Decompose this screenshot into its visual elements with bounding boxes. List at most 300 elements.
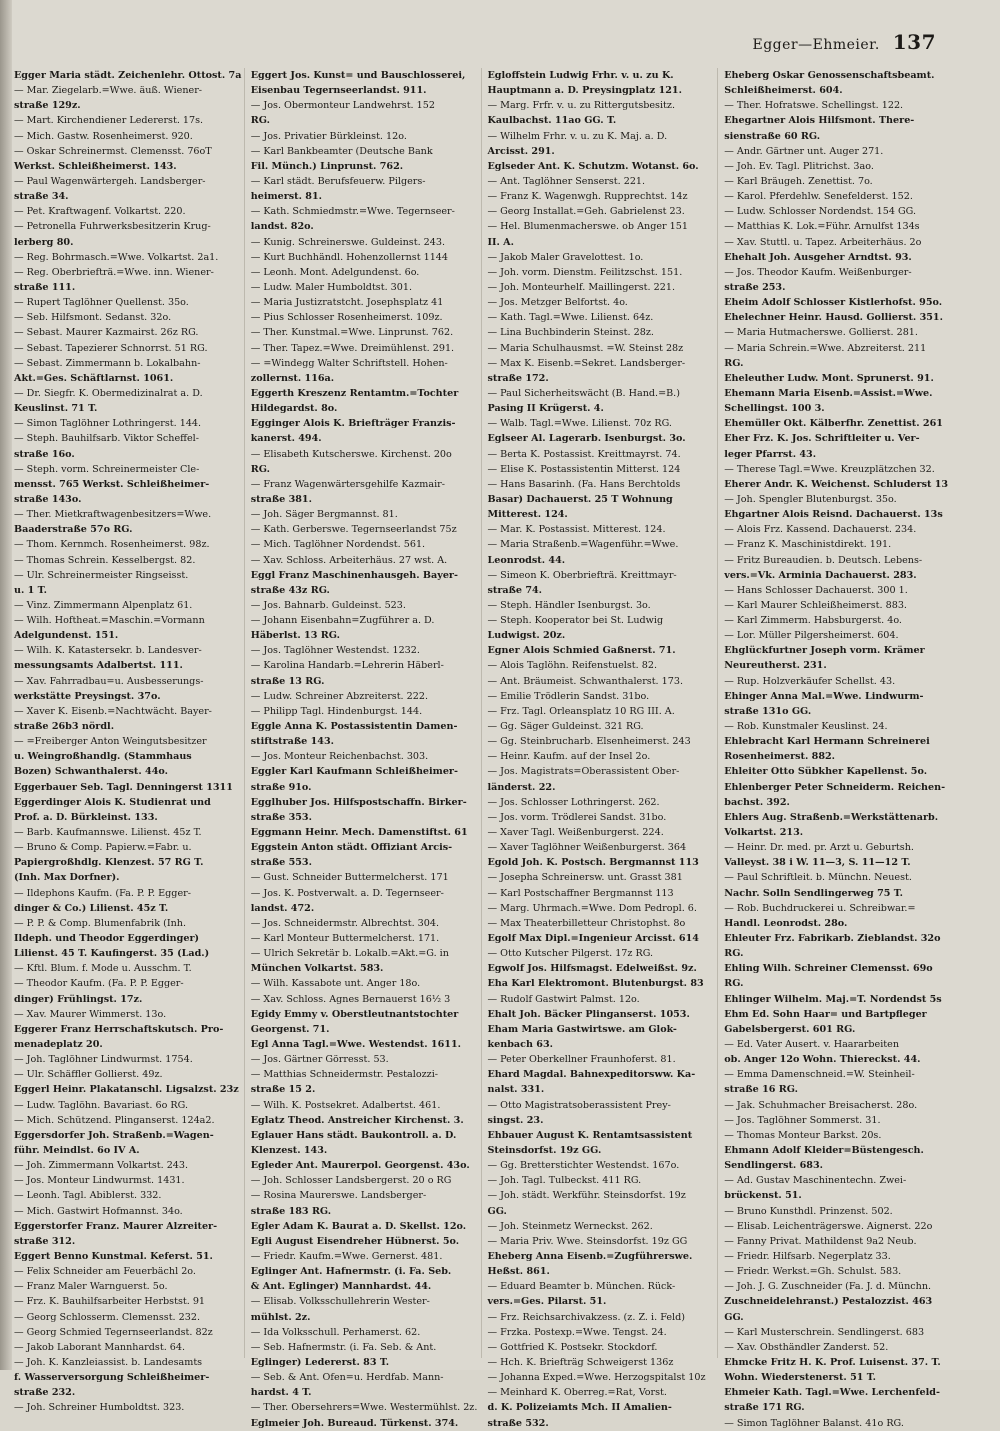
directory-entry-line: straße 312. [14,1235,76,1247]
column-3 [487,68,719,1429]
directory-entry-line: — Maria Justizratstcht. Josephsplatz 41 [250,297,444,309]
directory-entry-line: — Ther. Kunstmal.=Wwe. Linprunst. 762. [250,327,454,339]
directory-entry-line: straße 91o. [250,781,312,793]
directory-entry-line: Ehbauer August K. Rentamtsassistent [487,1129,693,1141]
directory-entry-line: — Joh. J. G. Zuschneider (Fa. J. d. Münchn. [724,1281,932,1293]
directory-entry-line: — Hans Schlosser Dachauerst. 300 1. [724,584,908,596]
directory-entry-line: mühlst. 2z. [250,1311,311,1323]
directory-entry-line: Egginger Alois K. Briefträger Franzis- [250,418,456,430]
directory-entry-line: — Otto Magistratsoberassistent Prey- [487,1099,671,1111]
directory-entry-line: — Simon Taglöhner Lothringerst. 144. [14,418,202,430]
directory-entry-line: GG. [724,1311,744,1323]
directory-entry-line: Egglhuber Jos. Hilfspostschaffn. Birker- [250,796,467,808]
directory-entry-line: — Ulr. Schreinermeister Ringseisst. [14,569,189,581]
directory-entry-line: Ehmann Adolf Kleider=Büstengesch. [724,1144,924,1156]
directory-entry-line: brückenst. 51. [724,1190,802,1202]
directory-entry-line: — Franz K. Wagenwgh. Rupprechtst. 14z [487,191,688,203]
directory-entry-line: Ehegartner Alois Hilfsmont. There- [724,115,915,127]
directory-entry-line: f. Wasserversorgung Schleißheimer- [14,1372,210,1384]
directory-entry-line: Keuslinst. 71 T. [14,403,98,415]
directory-entry-line: Eheberg Anna Eisenb.=Zugführerswe. [487,1250,693,1262]
directory-entry-line: — Ad. Gustav Maschinentechn. Zwei- [724,1175,907,1187]
directory-entry-line: — Jos. Metzger Belfortst. 4o. [487,297,628,309]
directory-entry-line: — Jak. Schuhmacher Breisacherst. 28o. [724,1099,918,1111]
directory-entry-line: — Hans Basarinh. (Fa. Hans Berchtolds [487,478,681,490]
directory-entry-line: — Elisab. Leichenträgerswe. Aignerst. 22o [724,1220,933,1232]
directory-entry-line: — Xav. Fahrradbau=u. Ausbesserungs- [14,675,204,687]
directory-entry-line: — Xav. Maurer Wimmerst. 13o. [14,1008,167,1020]
directory-entry-line: — Felix Schneider am Feuerbächl 2o. [14,1266,196,1278]
directory-entry-line: Handl. Leonrodst. 28o. [724,917,848,929]
directory-entry-line: — Elisab. Volksschullehrerin Wester- [250,1296,430,1308]
directory-entry-line: Baaderstraße 57o RG. [14,524,133,536]
directory-entry-line: Eggerstorfer Franz. Maurer Alzreiter- [14,1220,218,1232]
directory-entry-line: — Gg. Bretterstichter Westendst. 167o. [487,1160,680,1172]
directory-entry-line: werkstätte Preysingst. 37o. [14,690,161,702]
directory-entry-line: — Berta K. Postassist. Kreittmayrst. 74. [487,448,681,460]
directory-entry-line: Eherer Andr. K. Weichenst. Schluderst 13 [724,478,949,490]
directory-entry-line: straße 353. [250,811,312,823]
directory-entry-line: straße 26b3 nördl. [14,721,115,733]
directory-entry-line: RG. [250,463,270,475]
directory-entry-line: Fil. Münch.) Linprunst. 762. [250,160,404,172]
directory-entry-line: Ehglückfurtner Joseph vorm. Krämer [724,645,925,657]
directory-entry-line: — Joh. vorm. Dienstm. Feilitzschst. 151. [487,266,683,278]
column-2 [250,68,482,1429]
directory-entry-line: Hauptmann a. D. Preysingplatz 121. [487,85,682,97]
page-number: 137 [892,30,936,54]
directory-entry-line: zollernst. 116a. [250,372,335,384]
directory-entry-line: Wohn. Wiederstenerst. 51 T. [724,1372,877,1384]
directory-entry-line: — Emilie Trödlerin Sandst. 31bo. [487,690,650,702]
directory-entry-line: — Jos. Monteur Reichenbachst. 303. [250,751,429,763]
directory-entry-line: straße 381. [250,493,312,505]
directory-entry-line: — Sebast. Tapezierer Schnorrst. 51 RG. [14,342,208,354]
directory-entry-line: Sendlingerst. 683. [724,1160,823,1172]
directory-entry-line: — Alois Frz. Kassend. Dachauerst. 234. [724,524,917,536]
directory-entry-line: — Frz. K. Bauhilfsarbeiter Herbstst. 91 [14,1296,206,1308]
directory-entry-line: — Theodor Kaufm. (Fa. P. P. Egger- [14,978,184,990]
directory-entry-line: — =Windegg Walter Schriftstell. Hohen- [250,357,448,369]
directory-entry-line: Eggerl Heinr. Plakatanschl. Ligsalzst. 23z [14,1084,239,1096]
directory-entry-line: Georgenst. 71. [250,1023,330,1035]
directory-entry-line: Ehmeier Kath. Tagl.=Wwe. Lerchenfeld- [724,1387,940,1399]
directory-entry-line: Prof. a. D. Bürkleinst. 133. [14,811,158,823]
directory-entry-line: Eggerer Franz Herrschaftskutsch. Pro- [14,1023,224,1035]
directory-entry-line: — Bruno Kunsthdl. Prinzenst. 502. [724,1205,893,1217]
directory-entry-line: — Thomas Monteur Barkst. 20s. [724,1129,882,1141]
directory-entry-line: führ. Meindlst. 6o IV A. [14,1144,140,1156]
directory-entry-line: leger Pfarrst. 43. [724,448,817,460]
directory-entry-line: Ludwigst. 20z. [487,630,566,642]
directory-entry-line: Basar) Dachauerst. 25 T Wohnung [487,493,673,505]
directory-entry-line: straße 143o. [14,493,82,505]
directory-entry-line: — Rosina Maurerswe. Landsberger- [250,1190,427,1202]
directory-entry-line: — Simeon K. Oberbriefträ. Kreittmayr- [487,569,677,581]
directory-entry-line: Schellingst. 100 3. [724,403,825,415]
directory-entry-line: Ehalt Joh. Bäcker Plinganserst. 1053. [487,1008,690,1020]
directory-entry-line: — Xaver Tagl. Weißenburgerst. 224. [487,827,664,839]
directory-entry-line: RG. [724,978,744,990]
directory-entry-line: ob. Anger 12o Wohn. Thiereckst. 44. [724,1054,921,1066]
directory-entry-line: Ehlenberger Peter Schneiderm. Reichen- [724,781,946,793]
directory-entry-line: — Philipp Tagl. Hindenburgst. 144. [250,705,423,717]
directory-entry-line: — Barb. Kaufmannswe. Lilienst. 45z T. [14,827,202,839]
directory-entry-line: — Johann Eisenbahn=Zugführer a. D. [250,615,435,627]
directory-entry-line: — Heinr. Kaufm. auf der Insel 2o. [487,751,651,763]
directory-entry-line: d. K. Polizeiamts Mch. II Amalien- [487,1402,672,1414]
directory-entry-line: — Gust. Schneider Buttermelcherst. 171 [250,872,449,884]
directory-entry-line: — Jos. Schlosser Lothringerst. 262. [487,796,660,808]
directory-entry-line: — Karolina Handarb.=Lehrerin Häberl- [250,660,444,672]
directory-entry-line: stiftstraße 143. [250,736,334,748]
directory-entry-line: — Kath. Schmiedmstr.=Wwe. Tegernseer- [250,206,455,218]
directory-entry-line: — Therese Tagl.=Wwe. Kreuzplätzchen 32. [724,463,935,475]
directory-entry-line: — Xaver K. Eisenb.=Nachtwächt. Bayer- [14,705,212,717]
directory-entry-line: — Matthias Schneidermstr. Pestalozzi- [250,1069,439,1081]
directory-entry-line: Egli August Eisendreher Hübnerst. 5o. [250,1235,460,1247]
directory-entry-line: straße 15 2. [250,1084,316,1096]
directory-entry-line: — Leonh. Mont. Adelgundenst. 6o. [250,266,420,278]
directory-entry-line: singst. 23. [487,1114,544,1126]
directory-entry-line: — Kath. Gerberswe. Tegernseerlandst 75z [250,524,457,536]
directory-entry-line: — Georg Installat.=Geh. Gabrielenst 23. [487,206,685,218]
directory-entry-line: — Gg. Säger Guldeinst. 321 RG. [487,721,644,733]
directory-entry-line: nalst. 331. [487,1084,545,1096]
directory-entry-line: Ehleiter Otto Sübkher Kapellenst. 5o. [724,766,928,778]
directory-entry-line: — Kunig. Schreinerswe. Guldeinst. 243. [250,236,446,248]
directory-entry-line: — Joh. Schlosser Landsbergerst. 20 o RG [250,1175,452,1187]
directory-entry-line: — Karl Bankbeamter (Deutsche Bank [250,145,433,157]
directory-entry-line: — Franz K. Maschinistdirekt. 191. [724,539,892,551]
directory-entry-line: Eha Karl Elektromont. Blutenburgst. 83 [487,978,704,990]
directory-entry-line: — Karl Bräugeh. Zenettist. 7o. [724,175,873,187]
directory-entry-line: — Ant. Taglöhner Senserst. 221. [487,175,646,187]
directory-entry-line: Ehemann Maria Eisenb.=Assist.=Wwe. [724,387,933,399]
directory-entry-line: — Josepha Schreinersw. unt. Grasst 381 [487,872,683,884]
directory-entry-line: — Joh. Taglöhner Lindwurmst. 1754. [14,1054,193,1066]
directory-entry-line: — Ther. Obersehrers=Wwe. Westermühlst. 2z. [250,1402,478,1414]
directory-entry-line: — Emma Damenschneid.=W. Steinheil- [724,1069,915,1081]
directory-entry-line: Ehard Magdal. Bahnexpeditorsww. Ka- [487,1069,696,1081]
directory-entry-line: straße 172. [487,372,549,384]
directory-entry-line: — Franz Maler Warnguerst. 5o. [14,1281,168,1293]
directory-entry-line: — P. P. & Comp. Blumenfabrik (Inh. [14,917,187,929]
directory-entry-line: Hildegardst. 8o. [250,403,338,415]
directory-entry-line: — Mich. Schützend. Plinganserst. 124a2. [14,1114,215,1126]
directory-entry-line: Eggl Franz Maschinenhausgeh. Bayer- [250,569,458,581]
directory-entry-line: Heßst. 861. [487,1266,550,1278]
directory-entry-line: GG. [487,1205,507,1217]
directory-entry-line: straße 129z. [14,100,81,112]
directory-entry-line: — Walb. Tagl.=Wwe. Lilienst. 70z RG. [487,418,672,430]
directory-entry-line: — Seb. Hafnermstr. (i. Fa. Seb. & Ant. [250,1341,437,1353]
directory-entry-line: straße 43z RG. [250,584,330,596]
directory-entry-line: Ehlers Aug. Straßenb.=Werkstättenarb. [724,811,939,823]
directory-entry-line: — Ther. Mietkraftwagenbesitzers=Wwe. [14,509,212,521]
directory-entry-line: Ildeph. und Theodor Eggerdinger) [14,933,200,945]
directory-entry-line: — Jos. Theodor Kaufm. Weißenburger- [724,266,912,278]
directory-entry-line: & Ant. Eglinger) Mannhardst. 44. [250,1281,432,1293]
directory-entry-line: — Wilh. K. Katastersekr. b. Landesver- [14,645,202,657]
directory-entry-line: — Mich. Taglöhner Nordendst. 561. [250,539,426,551]
directory-entry-line: — Lor. Müller Pilgersheimerst. 604. [724,630,899,642]
directory-entry-line: — Hch. K. Briefträg Schweigerst 136z [487,1356,674,1368]
directory-entry-line: — Karl Musterschrein. Sendlingerst. 683 [724,1326,925,1338]
directory-entry-line: — Kurt Buchhändl. Hohenzollernst 1144 [250,251,449,263]
directory-entry-line: — Maria Hutmacherswe. Gollierst. 281. [724,327,918,339]
directory-entry-line: kenbach 63. [487,1039,553,1050]
directory-entry-line: Ehgartner Alois Reisnd. Dachauerst. 13s [724,509,943,521]
directory-entry-line: landst. 472. [250,902,315,914]
directory-entry-line: straße 232. [14,1387,76,1399]
directory-entry-line: Eggstein Anton städt. Offiziant Arcis- [250,842,453,854]
directory-entry-line: — Jos. K. Postverwalt. a. D. Tegernseer- [250,887,444,899]
directory-entry-line: — Steph. Händler Isenburgst. 3o. [487,599,651,611]
directory-entry-line: — Steph. Kooperator bei St. Ludwig [487,615,664,627]
directory-entry-line: — Joh. Ev. Tagl. Plitrichst. 3ao. [724,160,874,172]
directory-entry-line: — Frz. Tagl. Orleansplatz 10 RG III. A. [487,705,675,717]
directory-entry-line: — Fanny Privat. Mathildenst 9a2 Neub. [724,1235,917,1247]
directory-entry-line: — Wilh. K. Postsekret. Adalbertst. 461. [250,1099,441,1111]
directory-entry-line: — Xaver Taglöhner Weißenburgerst. 364 [487,842,687,854]
directory-entry-line: Eglauer Hans städt. Baukontroll. a. D. [250,1129,457,1141]
directory-entry-line: Adelgundenst. 151. [14,630,119,642]
directory-entry-line: — Karl Maurer Schleißheimerst. 883. [724,599,907,611]
directory-entry-line: Eggert Benno Kunstmal. Keferst. 51. [14,1250,213,1262]
directory-entry-line: Eglseder Ant. K. Schutzm. Wotanst. 6o. [487,160,699,172]
directory-entry-line: lerberg 80. [14,236,74,248]
running-title: Egger—Ehmeier. [752,37,880,53]
directory-entry-line: — Steph. vorm. Schreinermeister Cle- [14,463,200,475]
directory-entry-line: — Ulr. Schäffler Gollierst. 49z. [14,1069,163,1081]
directory-entry-line: Bozen) Schwanthalerst. 44o. [14,766,168,778]
directory-entry-line: Egger Maria städt. Zeichenlehr. Ottost. 7a [14,70,242,81]
directory-entry-line: — Dr. Siegfr. K. Obermedizinalrat a. D. [14,387,203,399]
directory-entry-line: — Jos. Obermonteur Landwehrst. 152 [250,100,435,112]
directory-entry-line: — Johanna Exped.=Wwe. Herzogspitalst 10z [487,1372,706,1384]
directory-entry-line: Eglmeier Joh. Bureaud. Türkenst. 374. [250,1417,459,1429]
directory-entry-line: mensst. 765 Werkst. Schleißheimer- [14,478,210,490]
directory-entry-line: — Joh. Monteurhelf. Maillingerst. 221. [487,281,675,293]
directory-entry-line: — Mar. Ziegelarb.=Wwe. äuß. Wiener- [14,85,203,97]
directory-entry-line: — Mich. Gastwirt Hofmannst. 34o. [14,1205,183,1217]
directory-entry-line: — =Freiberger Anton Weingutsbesitzer [14,736,207,748]
directory-entry-line: — Paul Schriftleit. b. Münchn. Neuest. [724,872,912,884]
directory-entry-line: — Georg Schlosserm. Clemensst. 232. [14,1311,201,1323]
directory-entry-line: Eham Maria Gastwirtswe. am Glok- [487,1023,677,1035]
directory-entry-line: (Inh. Max Dorfner). [14,872,120,884]
directory-entry-line: — Ulrich Sekretär b. Lokalb.=Akt.=G. in [250,948,449,960]
directory-entry-line: — Peter Oberkellner Fraunhoferst. 81. [487,1054,676,1066]
directory-entry-line: — Pius Schlosser Rosenheimerst. 109z. [250,312,443,324]
directory-entry-line: — Wilh. Kassabote unt. Anger 18o. [250,978,421,990]
directory-entry-line: — Karl Postschaffner Bergmannst 113 [487,887,674,899]
directory-entry-line: Egloffstein Ludwig Frhr. v. u. zu K. [487,70,674,81]
directory-entry-line: Egidy Emmy v. Oberstleutnantstochter [250,1008,459,1020]
directory-entry-line: — Friedr. Werkst.=Gh. Schulst. 583. [724,1266,902,1278]
directory-entry-line: — Franz Wagenwärtersgehilfe Kazmair- [250,478,446,490]
directory-entry-line: — Maria Schulhausmst. =W. Steinst 28z [487,342,684,354]
directory-entry-line: dinger) Frühlingst. 17z. [14,993,143,1005]
directory-entry-line: — Ther. Tapez.=Wwe. Dreimühlenst. 291. [250,342,455,354]
directory-entry-line: — Thomas Schrein. Kesselbergst. 82. [14,554,196,566]
directory-entry-line: Mitterest. 124. [487,509,568,521]
directory-entry-line: Egler Adam K. Baurat a. D. Skellst. 12o. [250,1220,467,1232]
directory-entry-line: Neureutherst. 231. [724,660,827,672]
directory-entry-line: — Friedr. Kaufm.=Wwe. Gernerst. 481. [250,1250,443,1262]
directory-entry-line: — Ida Volksschull. Perhamerst. 62. [250,1326,421,1338]
directory-entry-line: — Otto Kutscher Pilgerst. 17z RG. [487,948,654,960]
directory-entry-line: — Jos. Gärtner Görresst. 53. [250,1054,389,1066]
directory-entry-line: Rosenheimerst. 882. [724,751,836,763]
directory-entry-line: Eglinger) Ledererst. 83 T. [250,1356,390,1368]
directory-entry-line: — Jos. vorm. Trödlerei Sandst. 31bo. [487,811,667,823]
directory-entry-line: Egner Alois Schmied Gaßnerst. 71. [487,645,676,657]
page-header [753,30,937,54]
directory-entry-line: RG. [250,115,270,127]
directory-columns [14,68,954,1429]
directory-entry-line: Nachr. Solln Sendlingerweg 75 T. [724,887,904,899]
directory-entry-line: straße 34. [14,191,69,203]
directory-entry-line: Lilienst. 45 T. Kaufingerst. 35 (Lad.) [14,948,210,960]
directory-entry-line: — Jakob Laborant Mannhardst. 64. [14,1341,186,1353]
directory-entry-line: Ehleuter Frz. Fabrikarb. Zieblandst. 32o [724,933,941,945]
directory-entry-line: — Jos. Schneidermstr. Albrechtst. 304. [250,917,440,929]
directory-entry-line: — Maria Straßenb.=Wagenführ.=Wwe. [487,539,679,551]
directory-entry-line: Ehlebracht Karl Hermann Schreinerei [724,736,930,748]
directory-entry-line: Eheberg Oskar Genossenschaftsbeamt. [724,70,935,81]
directory-entry-line: — Ant. Bräumeist. Schwanthalerst. 173. [487,675,684,687]
directory-entry-line: Valleyst. 38 i W. 11—3, S. 11—12 T. [724,857,911,869]
directory-entry-line: — Karl Monteur Buttermelcherst. 171. [250,933,440,945]
directory-entry-line: — Steph. Bauhilfsarb. Viktor Scheffel- [14,433,199,445]
directory-entry-line: Papiergroßhdlg. Klenzest. 57 RG T. [14,857,204,869]
directory-entry-line: — Fritz Bureaudien. b. Deutsch. Lebens- [724,554,923,566]
directory-entry-line: — Alois Taglöhn. Reifenstuelst. 82. [487,660,657,672]
directory-entry-line: — Frz. Reichsarchivakzess. (z. Z. i. Feld) [487,1311,685,1323]
directory-entry-line: — Eduard Beamter b. München. Rück- [487,1281,676,1293]
directory-entry-line: straße 16o. [14,448,75,460]
directory-entry-line: — Max Theaterbilletteur Christophst. 8o [487,917,686,929]
directory-entry-line: — Joh. Zimmermann Volkartst. 243. [14,1160,189,1172]
directory-entry-line: — Joh. städt. Werkführ. Steinsdorfst. 19z [487,1190,686,1202]
directory-entry-line: — Karol. Pferdehlw. Senefelderst. 152. [724,191,913,203]
directory-entry-line: — Simon Taglöhner Balanst. 41o RG. [724,1417,904,1429]
directory-entry-line: vers.=Vk. Arminia Dachauerst. 283. [724,569,917,581]
directory-entry-line: — Heinr. Dr. med. pr. Arzt u. Geburtsh. [724,842,914,854]
directory-entry-line: — Jos. Magistrats=Oberassistent Ober- [487,766,680,778]
directory-entry-line: straße 131o GG. [724,705,812,717]
directory-entry-line: Ehinger Anna Mal.=Wwe. Lindwurm- [724,690,924,702]
directory-entry-line: Eisenbau Tegernseerlandst. 911. [250,85,427,97]
directory-entry-line: straße 532. [487,1417,549,1429]
directory-entry-line: — Rob. Kunstmaler Keuslinst. 24. [724,721,888,733]
directory-entry-line: RG. [724,948,744,960]
directory-entry-line: — Marg. Frfr. v. u. zu Rittergutsbesitz. [487,100,676,112]
directory-entry-line: Ehm Ed. Sohn Haar= und Bartpfleger [724,1008,927,1020]
directory-entry-line: Eheim Adolf Schlosser Kistlerhofst. 95o. [724,297,943,309]
directory-entry-line: — Ludw. Taglöhn. Bavariast. 6o RG. [14,1099,189,1111]
directory-entry-line: straße 183 RG. [250,1205,332,1217]
directory-entry-line: — Sebast. Maurer Kazmairst. 26z RG. [14,327,199,339]
directory-entry-line: — Oskar Schreinermst. Clemensst. 76oT [14,145,212,157]
directory-entry-line: Volkartst. 213. [724,827,804,839]
directory-entry-line: Ehemüller Okt. Kälberfhr. Zenettist. 261 [724,418,943,430]
directory-entry-line: Häberlst. 13 RG. [250,630,340,642]
directory-entry-line: straße 111. [14,281,76,293]
directory-entry-line: Egolf Max Dipl.=Ingenieur Arcisst. 614 [487,933,699,945]
directory-entry-line: — Maria Priv. Wwe. Steinsdorfst. 19z GG [487,1235,688,1247]
directory-entry-line: Eher Frz. K. Jos. Schriftleiter u. Ver- [724,433,920,445]
directory-entry-line: Werkst. Schleißheimerst. 143. [14,160,177,172]
directory-entry-line: — Joh. Tagl. Tulbeckst. 411 RG. [487,1175,642,1187]
directory-entry-line: Ehling Wilh. Schreiner Clemensst. 69o [724,963,933,975]
directory-entry-line: — Gg. Steinbrucharb. Elsenheimerst. 243 [487,736,691,748]
directory-entry-line: u. 1 T. [14,584,47,596]
directory-entry-line: — Karl Zimmerm. Habsburgerst. 4o. [724,615,902,627]
directory-entry-line: — Andr. Gärtner unt. Auger 271. [724,145,884,157]
directory-entry-line: — Wilh. Hoftheat.=Maschin.=Vormann [14,615,205,627]
directory-entry-line: — Rupert Taglöhner Quellenst. 35o. [14,297,189,309]
directory-entry-line: — Marg. Uhrmach.=Wwe. Dom Pedropl. 6. [487,902,697,914]
directory-entry-line: — Xav. Obsthändler Zanderst. 52. [724,1341,889,1353]
directory-entry-line: Eggle Anna K. Postassistentin Damen- [250,721,458,733]
directory-entry-line: — Mich. Gastw. Rosenheimerst. 920. [14,130,193,142]
directory-entry-line: — Jos. Privatier Bürkleinst. 12o. [250,130,407,142]
directory-entry-line: — Lina Buchbinderin Steinst. 28z. [487,327,654,339]
directory-entry-line: — Georg Schmied Tegernseerlandst. 82z [14,1326,213,1338]
directory-entry-line: — Jos. Monteur Lindwurmst. 1431. [14,1175,185,1187]
directory-entry-line: messungsamts Adalbertst. 111. [14,660,183,672]
directory-entry-line: Ehehalt Joh. Ausgeher Arndtst. 93. [724,251,912,263]
directory-entry-line: — Jos. Bahnarb. Guldeinst. 523. [250,599,406,611]
directory-entry-line: Eggler Karl Kaufmann Schleißheimer- [250,766,458,778]
directory-entry-line: Zuschneidelehranst.) Pestalozzist. 463 [724,1296,933,1308]
directory-entry-line: straße 74. [487,584,543,596]
directory-entry-line: — Meinhard K. Oberreg.=Rat, Vorst. [487,1387,667,1399]
directory-entry-line: Eggerbauer Seb. Tagl. Denningerst 1311 [14,781,233,793]
directory-entry-line: — Gottfried K. Postsekr. Stockdorf. [487,1341,658,1353]
directory-entry-line: — Sebast. Zimmermann b. Lokalbahn- [14,357,201,369]
directory-entry-line: Ehlinger Wilhelm. Maj.=T. Nordendst 5s [724,993,942,1005]
directory-entry-line: — Leonh. Tagl. Abiblerst. 332. [14,1190,162,1202]
directory-entry-line: II. A. [487,236,514,248]
directory-entry-line: — Kftl. Blum. f. Mode u. Ausschm. T. [14,963,192,975]
directory-entry-line: Steinsdorfst. 19z GG. [487,1144,602,1156]
directory-entry-line: München Volkartst. 583. [250,963,384,975]
directory-entry-line: — Jos. Taglöhner Westendst. 1232. [250,645,420,657]
directory-entry-line: — Wilhelm Frhr. v. u. zu K. Maj. a. D. [487,130,668,142]
directory-entry-line: Egl Anna Tagl.=Wwe. Westendst. 1611. [250,1039,461,1050]
directory-entry-line: — Mar. K. Postassist. Mitterest. 124. [487,524,666,536]
directory-entry-line: — Rup. Holzverkäufer Schellst. 43. [724,675,896,687]
directory-entry-line: — Joh. Säger Bergmannst. 81. [250,509,398,521]
directory-entry-line: Eglseer Al. Lagerarb. Isenburgst. 3o. [487,433,686,445]
directory-entry-line: — Friedr. Hilfsarb. Negerplatz 33. [724,1250,891,1262]
directory-entry-line: — Karl städt. Berufsfeuerw. Pilgers- [250,175,426,187]
directory-entry-line: — Pet. Kraftwagenf. Volkartst. 220. [14,206,186,218]
directory-entry-line: — Ildephons Kaufm. (Fa. P. P. Egger- [14,887,191,899]
directory-entry-line: Eggerdinger Alois K. Studienrat und [14,796,211,808]
directory-entry-line: — Joh. Steinmetz Werneckst. 262. [487,1220,653,1232]
directory-entry-line: — Vinz. Zimmermann Alpenplatz 61. [14,599,193,611]
directory-entry-line: — Bruno & Comp. Papierw.=Fabr. u. [14,842,192,854]
directory-entry-line: Eglinger Ant. Hafnermstr. (i. Fa. Seb. [250,1266,452,1278]
directory-entry-line: Akt.=Ges. Schäftlarnst. 1061. [14,372,174,384]
directory-entry-line: kanerst. 494. [250,433,322,445]
directory-entry-line: — Hel. Blumenmacherswe. ob Anger 151 [487,221,688,233]
